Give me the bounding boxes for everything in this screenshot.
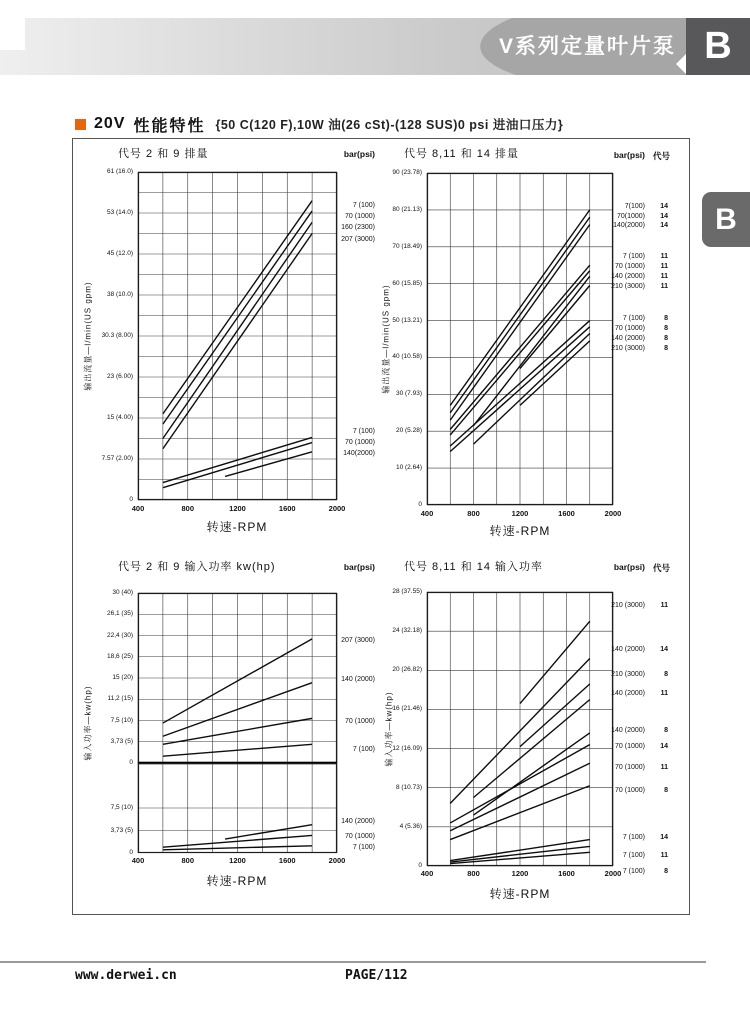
legend-code-label: 11 (660, 764, 668, 772)
footer-page-number: PAGE/112 (345, 968, 408, 983)
legend-pressure-label: 140 (2000) (611, 272, 645, 280)
charts-border-box (72, 138, 690, 915)
legend-code-label: 8 (664, 325, 668, 333)
legend-pressure-label: 160 (2300) (341, 224, 375, 232)
legend-pressure-label: 70 (1000) (615, 325, 645, 333)
y-axis-label: 输出流量—l/min(US gpm) (381, 284, 391, 394)
legend-code-label: 8 (664, 786, 668, 794)
x-tick-label: 1600 (278, 856, 296, 865)
y-axis-label: 输入功率—kw(hp) (384, 691, 394, 767)
bullet-square-icon (75, 119, 86, 130)
section-badge-label: B (704, 25, 732, 67)
legend-pressure-label: 70 (1000) (615, 764, 645, 772)
y-tick-label: 61 (16.0) (106, 168, 133, 175)
series-title: V系列定量叶片泵 (498, 35, 676, 58)
x-axis-label: 转速-RPM (489, 524, 551, 538)
y-tick-label: 70 (18.49) (392, 242, 422, 250)
footer-website: www.derwei.cn (75, 968, 177, 983)
y-tick-label: 3,73 (5) (110, 826, 133, 834)
chart-title: 代号 8,11 和 14 排量 (404, 148, 520, 160)
x-tick-label: 400 (131, 856, 145, 865)
x-tick-label: 1200 (229, 856, 246, 865)
y-tick-label: 0 (129, 849, 133, 856)
y-tick-label: 0 (129, 759, 133, 766)
legend-code-label: 14 (660, 742, 668, 750)
legend-pressure-label: 140 (2000) (611, 645, 645, 653)
legend-code-label: 14 (660, 833, 668, 841)
x-tick-label: 2000 (604, 509, 622, 518)
chart-title: 代号 8,11 和 14 输入功率 (404, 561, 544, 573)
legend-code-label: 11 (660, 852, 668, 860)
y-tick-label: 8 (10.73) (395, 783, 422, 791)
y-tick-label: 50 (13.21) (392, 316, 422, 324)
legend-pressure-label: 140 (2000) (611, 335, 645, 342)
y-tick-label: 40 (10.58) (392, 353, 422, 361)
x-tick-label: 400 (420, 869, 434, 878)
legend-code-label: 11 (660, 601, 668, 609)
x-tick-label: 800 (467, 869, 480, 878)
x-tick-label: 400 (420, 509, 434, 518)
x-tick-label: 1600 (558, 509, 575, 518)
legend-code-label: 14 (660, 645, 668, 653)
x-tick-label: 800 (181, 504, 195, 513)
legend-code-label: 8 (664, 726, 668, 734)
y-tick-label: 23 (6.00) (106, 373, 133, 380)
y-tick-label: 7.57 (2.00) (101, 455, 133, 462)
y-tick-label: 30.3 (8.00) (101, 332, 133, 339)
pressure-unit-header: bar(psi) (613, 150, 645, 160)
side-section-tab (702, 192, 750, 247)
x-tick-label: 800 (467, 509, 480, 518)
title-heading: 性能特性 (133, 117, 206, 135)
y-tick-label: 53 (14.0) (106, 209, 133, 216)
legend-code-label: 8 (664, 671, 668, 679)
legend-code-label: 8 (664, 335, 668, 342)
y-tick-label: 30 (40) (112, 589, 133, 596)
legend-pressure-label: 70 (1000) (615, 786, 645, 794)
y-tick-label: 0 (418, 501, 422, 508)
code-column-header: 代号 (652, 563, 670, 573)
legend-code-label: 8 (664, 315, 668, 323)
legend-pressure-label: 7 (100) (622, 253, 645, 261)
legend-code-label: 11 (660, 272, 668, 280)
section-badge (686, 18, 750, 75)
y-tick-label: 3,73 (5) (110, 737, 133, 745)
x-tick-label: 1200 (511, 509, 529, 518)
legend-pressure-label: 7 (100) (622, 867, 645, 875)
y-axis-label: 输入功率—kw(hp) (83, 685, 93, 761)
y-tick-label: 20 (26.82) (392, 666, 422, 674)
chart-title: 代号 2 和 9 排量 (118, 148, 209, 160)
y-tick-label: 0 (129, 496, 133, 503)
legend-pressure-label: 70 (1000) (615, 263, 645, 271)
x-tick-label: 800 (181, 856, 195, 865)
code-column-header: 代号 (652, 151, 670, 161)
legend-pressure-label: 70 (1000) (345, 717, 375, 725)
x-tick-label: 2000 (328, 504, 346, 513)
legend-pressure-label: 7 (100) (352, 201, 375, 209)
legend-pressure-label: 210 (3000) (611, 282, 645, 290)
y-tick-label: 26,1 (35) (106, 610, 133, 618)
legend-pressure-label: 210 (3000) (611, 671, 645, 679)
y-tick-label: 7,5 (10) (110, 804, 133, 811)
legend-pressure-label: 70 (1000) (345, 213, 375, 221)
legend-pressure-label: 7 (100) (622, 315, 645, 323)
legend-pressure-label: 210 (3000) (611, 601, 645, 609)
y-tick-label: 4 (5.36) (399, 822, 422, 830)
legend-code-label: 11 (660, 263, 668, 271)
legend-pressure-label: 70(1000) (616, 212, 645, 220)
pressure-unit-header: bar(psi) (343, 149, 375, 159)
x-tick-label: 2000 (604, 869, 622, 878)
legend-pressure-label: 140 (2000) (611, 689, 645, 697)
legend-pressure-label: 7(100) (624, 202, 645, 210)
y-tick-label: 20 (5.28) (395, 427, 422, 435)
y-tick-label: 30 (7.93) (395, 390, 422, 398)
y-tick-label: 90 (23.78) (392, 169, 422, 176)
x-tick-label: 1600 (558, 869, 575, 878)
legend-pressure-label: 140(2000) (343, 450, 375, 458)
pressure-unit-header: bar(psi) (613, 562, 645, 572)
x-tick-label: 1200 (511, 869, 529, 878)
legend-pressure-label: 70 (1000) (345, 439, 375, 446)
x-axis-label: 转速-RPM (206, 874, 268, 888)
legend-pressure-label: 140 (2000) (611, 726, 645, 734)
y-tick-label: 7,5 (10) (110, 716, 133, 724)
y-tick-label: 12 (16.09) (392, 744, 422, 752)
legend-code-label: 11 (660, 253, 668, 261)
x-tick-label: 2000 (328, 856, 346, 865)
y-tick-label: 18,6 (25) (106, 652, 133, 660)
y-tick-label: 24 (32.18) (392, 627, 422, 635)
legend-pressure-label: 7 (100) (622, 833, 645, 841)
legend-pressure-label: 140 (2000) (341, 817, 375, 825)
legend-code-label: 11 (660, 282, 668, 290)
legend-code-label: 8 (664, 867, 668, 875)
y-tick-label: 15 (4.00) (106, 414, 133, 421)
legend-code-label: 14 (660, 212, 668, 220)
y-tick-label: 60 (15.85) (392, 279, 422, 287)
legend-pressure-label: 140(2000) (613, 222, 645, 230)
legend-pressure-label: 207 (3000) (341, 637, 375, 645)
y-tick-label: 0 (418, 862, 422, 869)
y-tick-label: 15 (20) (112, 674, 133, 681)
x-axis-label: 转速-RPM (489, 887, 551, 901)
legend-code-label: 14 (660, 202, 668, 210)
legend-pressure-label: 140 (2000) (341, 675, 375, 683)
legend-pressure-label: 7 (100) (352, 844, 375, 852)
y-tick-label: 45 (12.0) (106, 250, 133, 257)
legend-code-label: 11 (660, 689, 668, 697)
y-tick-label: 10 (2.64) (395, 464, 422, 472)
legend-pressure-label: 70 (1000) (615, 742, 645, 750)
footer-divider (0, 961, 706, 963)
y-tick-label: 80 (21.13) (392, 205, 422, 213)
y-tick-label: 11,2 (15) (107, 695, 133, 703)
legend-pressure-label: 7 (100) (352, 427, 375, 435)
legend-pressure-label: 207 (3000) (341, 235, 375, 243)
side-section-tab-label: B (715, 202, 737, 236)
header-corner-notch (0, 18, 25, 50)
y-axis-label: 输出流量—l/min(US gpm) (83, 281, 93, 391)
legend-pressure-label: 7 (100) (352, 745, 375, 753)
pressure-unit-header: bar(psi) (343, 562, 375, 572)
page-title (75, 113, 563, 135)
test-conditions: {50 C(120 F),10W 油(26 cSt)-(128 SUS)0 psi 进油口压力} (215, 118, 564, 132)
y-tick-label: 28 (37.55) (392, 588, 422, 595)
y-tick-label: 38 (10.0) (106, 291, 133, 298)
legend-pressure-label: 210 (3000) (611, 344, 645, 352)
legend-pressure-label: 70 (1000) (345, 832, 375, 840)
y-tick-label: 16 (21.46) (392, 705, 422, 713)
x-tick-label: 400 (131, 504, 145, 513)
model-name: 20V (94, 115, 126, 132)
x-tick-label: 1600 (278, 504, 296, 513)
chart-title: 代号 2 和 9 输入功率 kw(hp) (118, 561, 276, 573)
legend-pressure-label: 7 (100) (622, 852, 645, 860)
legend-code-label: 8 (664, 344, 668, 352)
legend-code-label: 14 (660, 222, 668, 230)
x-axis-label: 转速-RPM (206, 520, 268, 534)
y-tick-label: 22,4 (30) (106, 631, 133, 639)
x-tick-label: 1200 (229, 504, 246, 513)
